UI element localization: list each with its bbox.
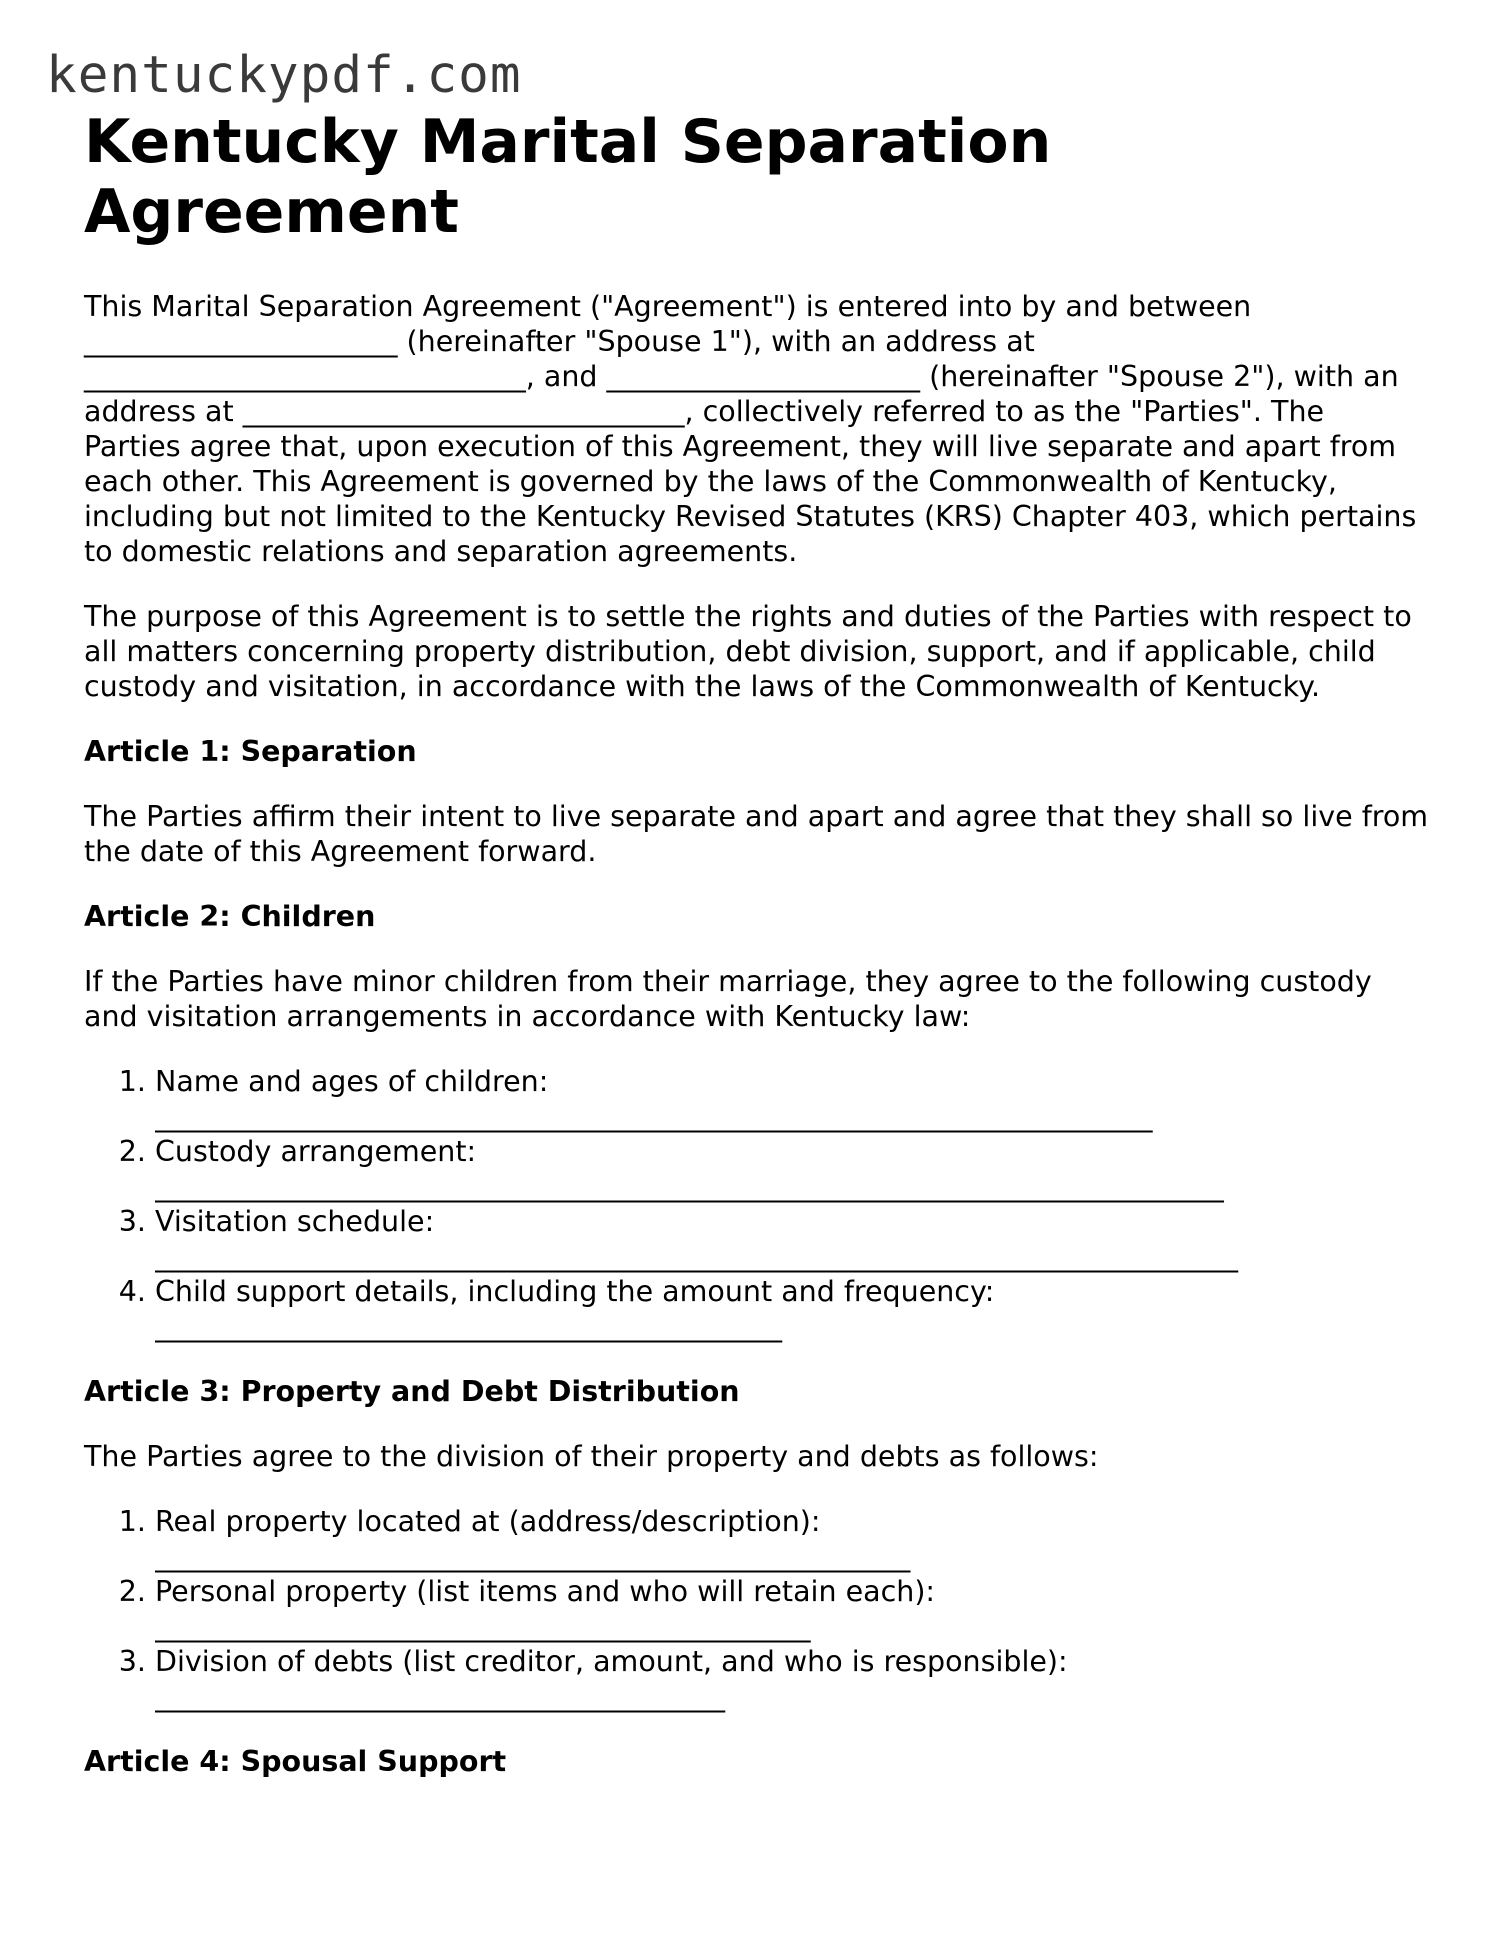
list-item-label: Name and ages of children: — [155, 1065, 549, 1098]
intro-paragraph: This Marital Separation Agreement ("Agreement") is entered into by and between ______________________ (hereinafter "Spouse 1"), with an address at _______________________________, and ______________________ (hereinafter "Spouse 2"), with an address at _______________________________, collectively referred to as the "Parties". The Parties agree that, upon execution of this Agreement, they will live separate and apart from each other. This Agreement is governed by the laws of the Commonwealth of Kentucky, including but not limited to the Kentucky Revised Statutes (KRS) Chapter 403, which pertains to domestic relations and separation agreements. — [84, 290, 1417, 568]
fill-in-blank[interactable]: ____________________________________________ — [155, 1310, 782, 1343]
article-2-heading: Article 2: Children — [84, 900, 376, 933]
site-watermark: kentuckypdf.com — [46, 46, 522, 105]
list-item-label: Visitation schedule: — [155, 1205, 435, 1238]
article-1-heading: Article 1: Separation — [84, 735, 417, 768]
document-title: Kentucky Marital Separation Agreement — [84, 107, 1052, 247]
list-item — [155, 1064, 1429, 1134]
fill-in-blank[interactable]: ____________________________________________________________________________ — [155, 1240, 1238, 1273]
article-3-text: The Parties agree to the division of their property and debts as follows: — [84, 1440, 1099, 1473]
list-item-label: Child support details, including the amount and frequency: — [155, 1275, 995, 1308]
fill-in-blank[interactable]: _____________________________________________________ — [155, 1540, 911, 1573]
list-item — [155, 1134, 1429, 1204]
list-item — [155, 1204, 1429, 1274]
list-item-label: Real property located at (address/description): — [155, 1505, 821, 1538]
article-1-text: The Parties affirm their intent to live separate and apart and agree that they shall so live from the date of this Agreement forward. — [84, 800, 1429, 868]
list-item — [155, 1504, 1429, 1574]
list-item — [155, 1574, 1429, 1644]
list-item-label: Division of debts (list creditor, amount, and who is responsible): — [155, 1645, 1068, 1678]
children-list — [84, 1064, 1429, 1344]
fill-in-blank[interactable]: ______________________________________________________________________ — [155, 1100, 1153, 1133]
article-3-heading: Article 3: Property and Debt Distribution — [84, 1375, 740, 1408]
fill-in-blank[interactable]: ___________________________________________________________________________ — [155, 1170, 1224, 1203]
list-item-label: Custody arrangement: — [155, 1135, 477, 1168]
property-list — [84, 1504, 1429, 1714]
article-2-text: If the Parties have minor children from their marriage, they agree to the following custody and visitation arrangements in accordance with Kentucky law: — [84, 965, 1372, 1033]
fill-in-blank[interactable]: ______________________________________________ — [155, 1610, 811, 1643]
article-4-heading: Article 4: Spousal Support — [84, 1745, 507, 1778]
purpose-paragraph: The purpose of this Agreement is to settle the rights and duties of the Parties with respect to all matters concerning property distribution, debt division, support, and if applicable, child custody and visitation, in accordance with the laws of the Commonwealth of Kentucky. — [84, 600, 1412, 703]
list-item — [155, 1274, 1429, 1344]
list-item — [155, 1644, 1429, 1714]
fill-in-blank[interactable]: ________________________________________ — [155, 1680, 725, 1713]
list-item-label: Personal property (list items and who will retain each): — [155, 1575, 936, 1608]
document-body — [84, 107, 1429, 1779]
